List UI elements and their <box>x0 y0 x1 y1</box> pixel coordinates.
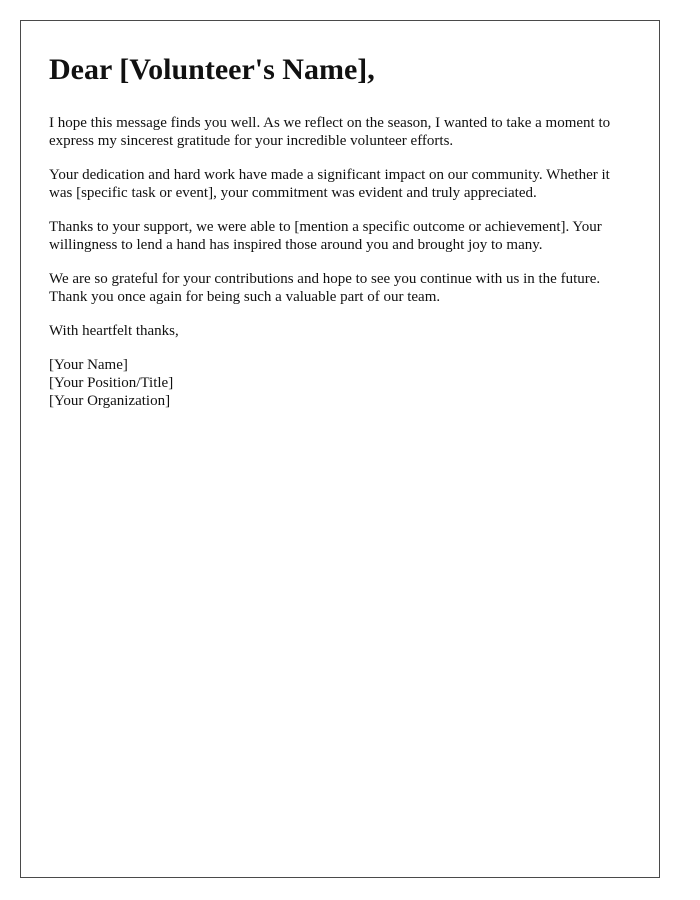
paragraph-outcome: Thanks to your support, we were able to [mention a specific outcome or achievement]. Your willingness to lend a hand has inspired those around you and brought joy to many. <box>49 218 602 253</box>
letter-body <box>21 21 659 410</box>
closing-line: With heartfelt thanks, <box>49 322 179 339</box>
paragraph-impact: Your dedication and hard work have made a significant impact on our community. Whether it was [specific task or event], your commitment was evident and truly appreciated. <box>49 166 610 201</box>
signature-organization: [Your Organization] <box>49 392 171 409</box>
paragraph-greeting: I hope this message finds you well. As we reflect on the season, I wanted to take a moment to express my sincerest gratitude for your incredible volunteer efforts. <box>49 114 611 149</box>
salutation-heading: Dear [Volunteer's Name], <box>49 53 375 86</box>
letter-page <box>20 20 660 878</box>
signature-position: [Your Position/Title] <box>49 374 174 391</box>
signature-name: [Your Name] <box>49 356 128 373</box>
signature-block <box>49 356 631 410</box>
paragraph-gratitude: We are so grateful for your contributions and hope to see you continue with us in the future. Thank you once again for being such a valuable part of our team. <box>49 270 601 305</box>
